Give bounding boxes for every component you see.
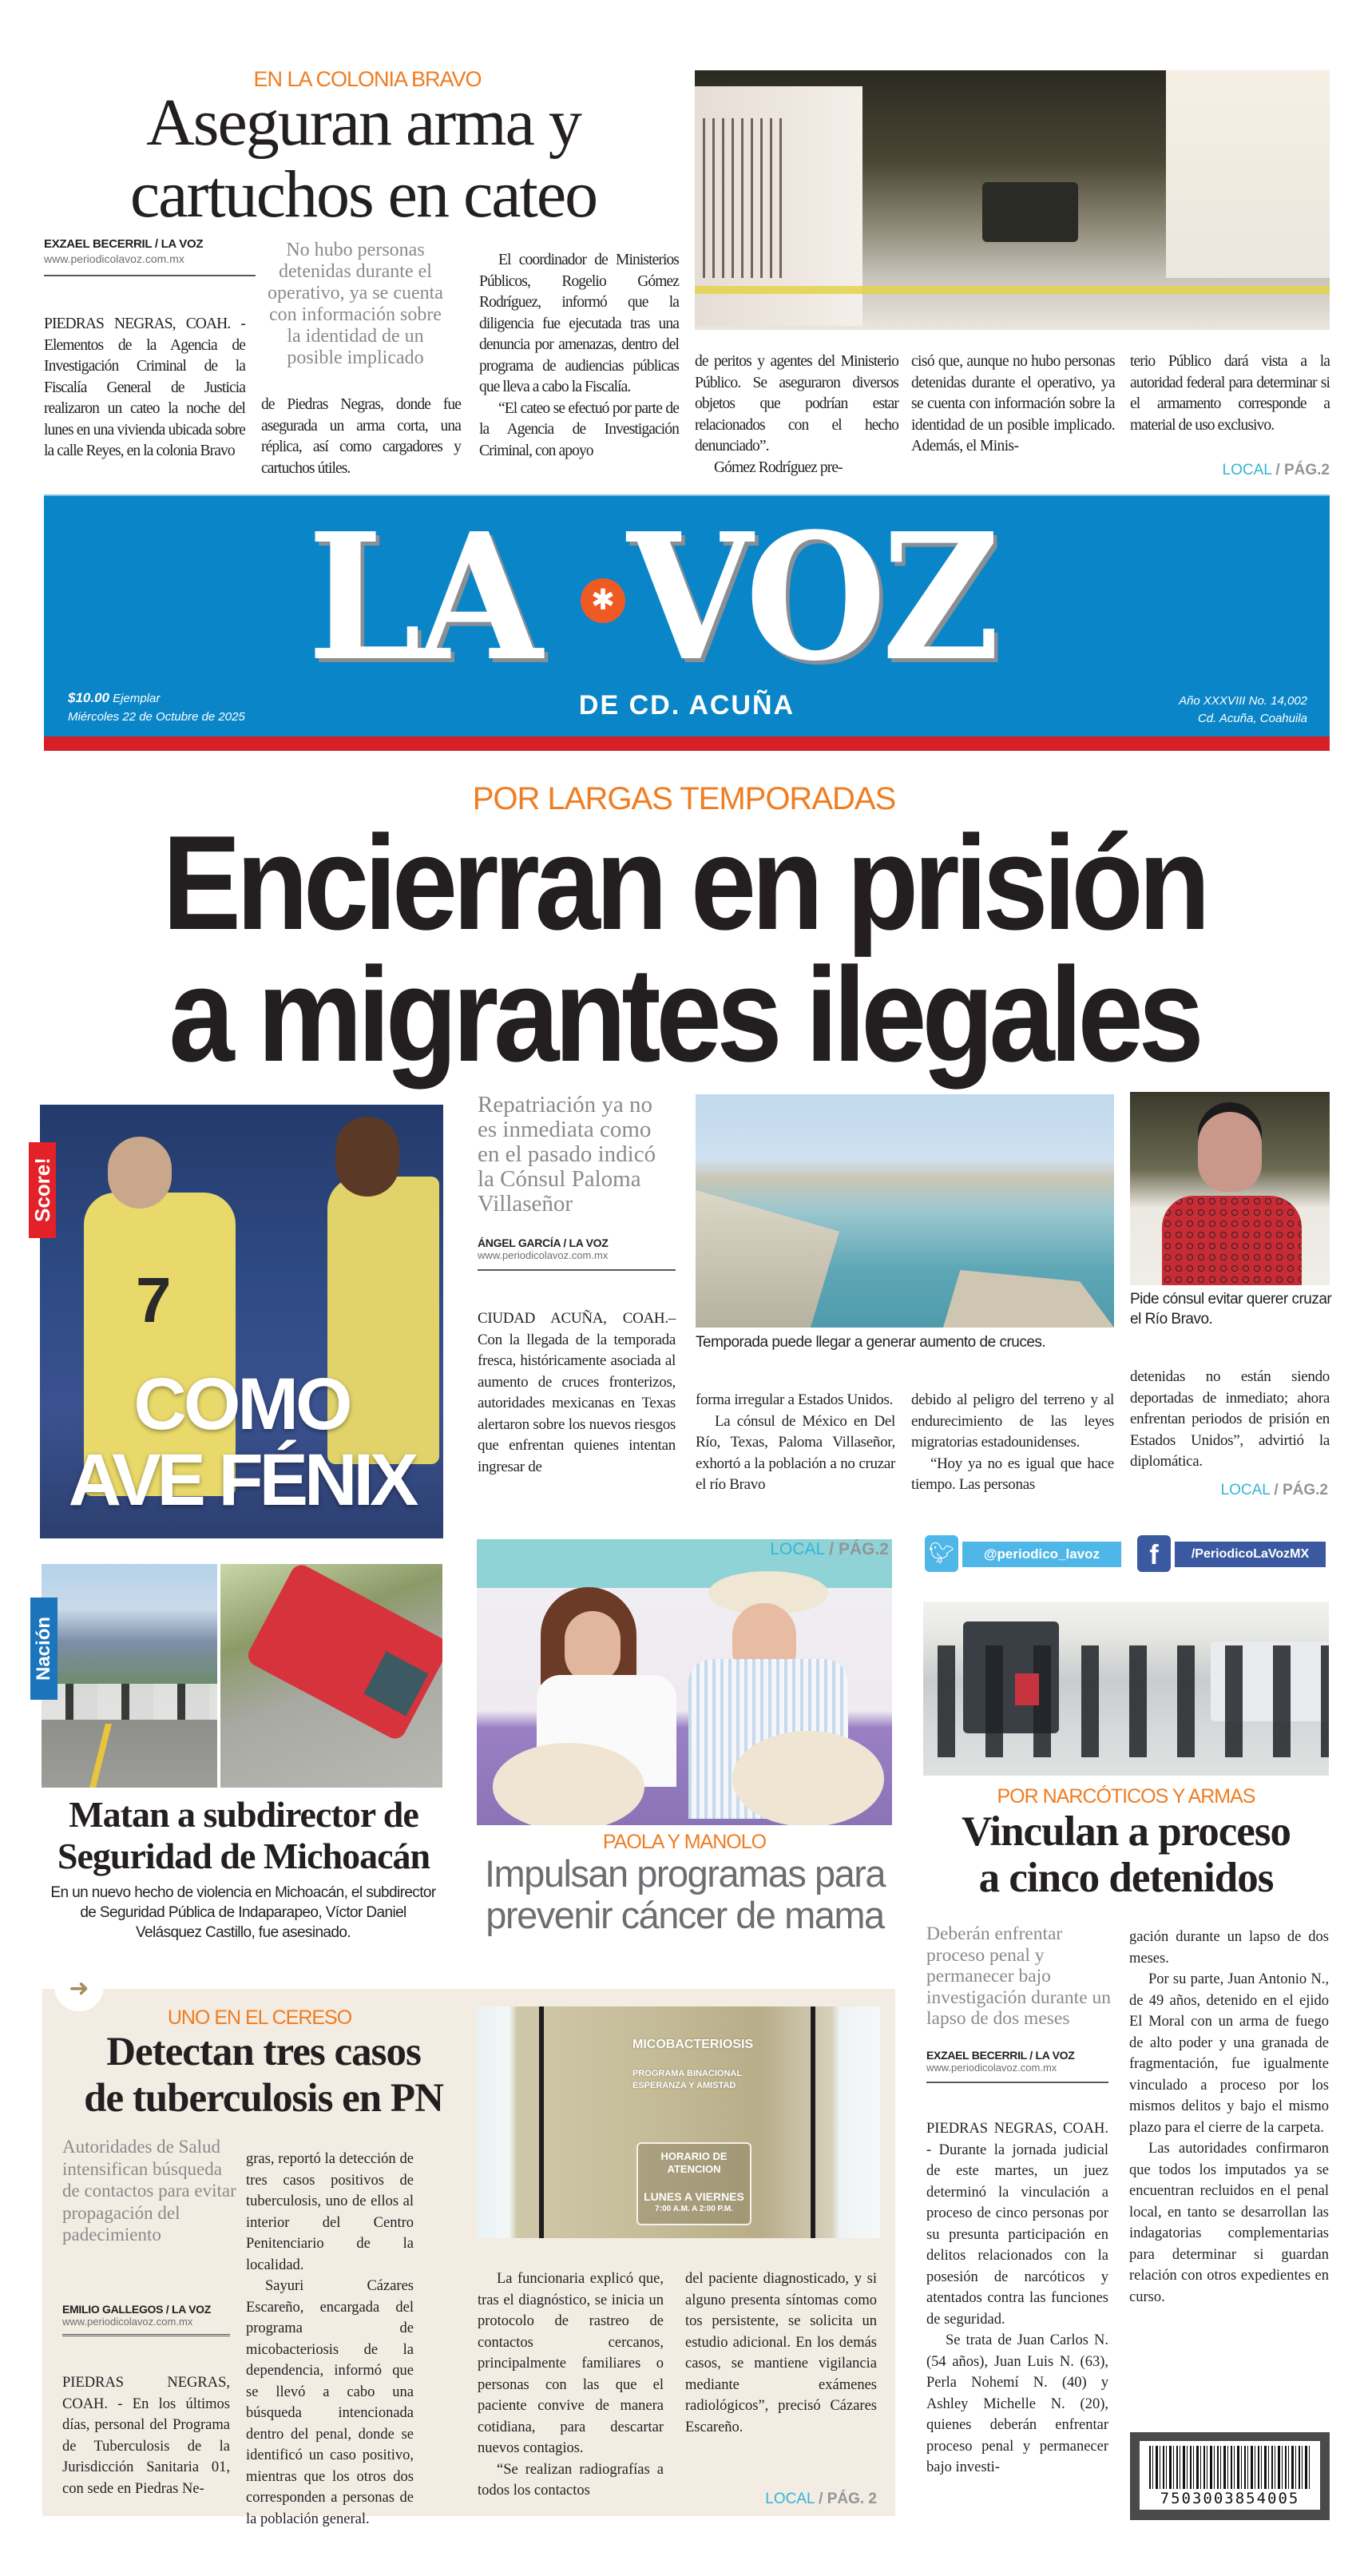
ref-page: / PÁG.2 [829, 1540, 889, 1558]
nacion-summary: En un nuevo hecho de violencia en Michoacán, el subdirector de Seguridad Pública de Indaparapeo, Víctor Daniel Velásquez Castillo, fue asesinado. [50, 1884, 436, 1941]
top-story-deck: No hubo personas detenidas durante el operativo, ya se cuenta con información sobre la identidad de un posible implicado [268, 240, 443, 368]
score-headline-line2: AVE FÉNIX [68, 1439, 415, 1521]
top-story-kicker: EN LA COLONIA BRAVO [253, 67, 482, 91]
paragraph: El coordinador de Ministerios Públicos, Rogelio Gómez Rodríguez, informó que la diligencia fue ejecutada tras una denuncia por amenazas, dentro del programa de audiencias públicas que lleva a cabo la Fiscalía. [479, 252, 679, 395]
twitter-badge[interactable] [925, 1535, 1121, 1572]
paragraph: Gómez Rodríguez pre- [714, 458, 843, 476]
paragraph: PIEDRAS NEGRAS, COAH. - Durante la jornada judicial de este martes, un juez determinó la vinculación a proceso de cinco personas por su presunta participación en delitos relacionados con la posesión de narcóticos y atentados contra las funciones de seguridad. [926, 2121, 1108, 2328]
sign-line: LUNES A VIERNES [644, 2190, 744, 2203]
tb-headline-line1[interactable]: Detectan tres casos [106, 2030, 421, 2074]
paragraph: La funcionaria explicó que, tras el diagnóstico, se inicia un protocolo de rastreo de contactos cercanos, principalmente familiares o personas con las que el paciente convive de manera cotidiana, para descartar nuevos contagios. [478, 2271, 664, 2456]
nacion-headline-line1[interactable]: Matan a subdirector de [69, 1794, 418, 1835]
twitter-icon: 🐦︎ [925, 1535, 958, 1572]
paragraph: La cónsul de México en Del Río, Texas, Paloma Villaseñor, exhortó a la población a no cruzar el río Bravo [696, 1412, 895, 1493]
website-link[interactable]: www.periodicolavoz.com.mx [926, 2062, 1057, 2074]
logo-la: LA [307, 495, 538, 700]
paragraph: de peritos y agentes del Ministerio Público. Se aseguraron diversos objetos que podrían estar relacionados con el hecho denunciado”. [695, 353, 898, 454]
divider [926, 2082, 1108, 2083]
issue-date: Miércoles 22 de Octubre de 2025 [68, 710, 245, 724]
divider [62, 2334, 230, 2336]
top-story-photo[interactable] [695, 70, 1330, 330]
barcode-bars [1149, 2446, 1311, 2489]
sign-line: 7:00 A.M. A 2:00 P.M. [655, 2205, 733, 2213]
tb-deck: Autoridades de Salud intensifican búsqueda de contactos para evitar propagación del padecimiento [62, 2137, 236, 2245]
clinic-hours-sign [636, 2142, 751, 2225]
logo[interactable] [307, 495, 1062, 700]
paola-headline-line2[interactable]: prevenir cáncer de mama [486, 1894, 884, 1936]
byline: EXZAEL BECERRIL / LA VOZ [44, 237, 204, 251]
main-story-headline-line2[interactable]: a migrantes ilegales [169, 939, 1199, 1090]
paragraph: “Se realizan radiografías a todos los contactos [478, 2461, 664, 2499]
ref-section: LOCAL [770, 1540, 825, 1558]
website-link[interactable]: www.periodicolavoz.com.mx [62, 2316, 193, 2328]
main-story-deck: Repatriación ya no es inmediata como en el pasado indicó la Cónsul Paloma Villaseñor [478, 1092, 656, 1217]
price: $10.00 [68, 690, 109, 705]
sign-line: ESPERANZA Y AMISTAD [632, 2081, 736, 2090]
tb-col2 [246, 2149, 414, 2530]
barcode-number: 7503003854005 [1160, 2490, 1300, 2507]
tb-clinic-photo[interactable] [477, 2006, 880, 2238]
top-story-headline-line1[interactable]: Aseguran arma y [146, 85, 581, 160]
tb-col4: del paciente diagnosticado, y si alguno presenta síntomas como tos persistente, se solicita un estudio adicional. En los demás casos, se mantiene vigilancia mediante exámenes radiológicos”, precisó Cázares Escareño. [685, 2271, 877, 2435]
paragraph: “El cateo se efectuó por parte de la Agencia de Investigación Criminal, con apoyo [479, 399, 679, 459]
consul-photo[interactable] [1130, 1092, 1330, 1285]
byline: EMILIO GALLEGOS / LA VOZ [62, 2303, 211, 2316]
ref-page: / PÁG.2 [1274, 1482, 1328, 1498]
byline: ÁNGEL GARCÍA / LA VOZ [478, 1236, 609, 1249]
barcode [1130, 2432, 1330, 2520]
divider [478, 1269, 676, 1271]
river-photo[interactable] [696, 1094, 1114, 1328]
top-story-col1: PIEDRAS NEGRAS, COAH. - Elementos de la Agencia de Investigación Criminal de la Fiscalía General de Justicia realizaron un cateo la noche del lunes en una vivienda ubicada sobre la calle Reyes, en la colonia Bravo [44, 316, 245, 459]
section-tab-score[interactable]: Score! [29, 1142, 56, 1238]
twitter-handle: @periodico_lavoz [962, 1542, 1121, 1567]
ref-section: LOCAL [1220, 1482, 1271, 1498]
facebook-handle: /PeriodicoLaVozMX [1175, 1542, 1326, 1567]
main-story-page-ref[interactable] [1174, 1482, 1328, 1499]
issue-location: Cd. Acuña, Coahuila [1197, 712, 1307, 725]
top-story-byline-block [44, 237, 256, 276]
paola-headline-line1[interactable]: Impulsan programas para [484, 1852, 886, 1895]
score-headline-line1: COMO [133, 1363, 350, 1445]
nacion-headline-line2[interactable]: Seguridad de Michoacán [57, 1836, 430, 1876]
tb-kicker: UNO EN EL CERESO [167, 2006, 352, 2029]
ref-section: LOCAL [1222, 462, 1272, 478]
top-story-col3 [479, 250, 679, 462]
ref-section: LOCAL [765, 2491, 815, 2507]
compass-star-icon: ✱ [581, 578, 625, 623]
tb-col3 [478, 2268, 664, 2502]
paola-page-ref[interactable] [719, 1540, 889, 1559]
top-story-col4 [695, 351, 898, 478]
paragraph: Se trata de Juan Carlos N. (54 años), Juan Luis N. (63), Perla Nohemí N. (40) y Ashley Michelle N. (20), quienes deberán enfrentar proceso penal y permanecer bajo investi- [926, 2332, 1108, 2475]
main-story-col3 [911, 1390, 1114, 1496]
vinculan-byline-block [926, 2049, 1108, 2083]
vinculan-photo[interactable] [923, 1602, 1329, 1776]
logo-voz: VOZ [627, 495, 996, 700]
paragraph: Por su parte, Juan Antonio N., de 49 años, detenido en el ejido El Moral con un arma de fuego de alto poder y una granada de fragmentación, fue igualmente vinculado a proceso por los mismos delitos y bajo el mismo plazo para el cierre de la carpeta. [1129, 1971, 1329, 2136]
top-story-col6: terio Público dará vista a la autoridad federal para determinar si el armamento corresponde a material de uso exclusivo. [1130, 353, 1330, 434]
main-story-col1: CIUDAD ACUÑA, COAH.– Con la llegada de la temporada fresca, históricamente asociada al aumento de cruces fronterizos, autoridades mexicanas en Texas alertaron sobre los nuevos riesgos que enfrentan quienes intentan ingresar de [478, 1310, 676, 1475]
price-line [68, 690, 160, 706]
divider [44, 275, 256, 276]
vinculan-col2 [1129, 1927, 1329, 2308]
paragraph: Sayuri Cázares Escareño, encargada del programa de micobacteriosis de la dependencia, informó que se llevó a cabo una búsqueda intencionada dentro del penal, donde se identificó un caso positivo, mientras que los otros dos corresponden a personas de la población general. [246, 2278, 414, 2527]
consul-caption: Pide cónsul evitar querer cruzar el Río Bravo. [1130, 1291, 1332, 1328]
main-story-col2 [696, 1390, 895, 1496]
paragraph: forma irregular a Estados Unidos. [696, 1391, 894, 1408]
vinculan-kicker: POR NARCÓTICOS Y ARMAS [997, 1785, 1255, 1808]
vinculan-headline-line1[interactable]: Vinculan a proceso [962, 1808, 1291, 1855]
masthead-subtitle: DE CD. ACUÑA [578, 690, 795, 720]
masthead [44, 494, 1330, 738]
section-tab-nacion[interactable]: Nación [30, 1598, 57, 1700]
website-link[interactable]: www.periodicolavoz.com.mx [44, 252, 184, 265]
issue-number: Año XXXVIII No. 14,002 [1179, 694, 1307, 708]
byline: EXZAEL BECERRIL / LA VOZ [926, 2049, 1075, 2062]
main-story-col4: detenidas no están siendo deportadas de inmediato; ahora enfrentan periodos de prisión en Estados Unidos”, advirtió la diplomática. [1130, 1368, 1330, 1470]
paragraph: “Hoy ya no es igual que hace tiempo. Las personas [911, 1455, 1114, 1493]
price-label: Ejemplar [113, 692, 161, 705]
tb-byline-block [62, 2303, 230, 2336]
paragraph: gación durante un lapso de dos meses. [1129, 1929, 1329, 1967]
top-story-col5: cisó que, aunque no hubo personas detenidas durante el operativo, ya se cuenta con información sobre la identidad de un posible implicado. Además, el Minis- [911, 353, 1115, 454]
sign-line: MICOBACTERIOSIS [632, 2038, 754, 2051]
main-story-headline-line1[interactable]: Encierran en prisión [162, 808, 1206, 958]
vinculan-col1 [926, 2118, 1108, 2479]
score-promo-photo[interactable]: 7 COMO AVE FÉNIX [40, 1105, 443, 1538]
top-story-col2: de Piedras Negras, donde fue asegurada un arma corta, una réplica, así como cargadores y cartuchos útiles. [261, 396, 461, 477]
masthead-red-bar [44, 736, 1330, 751]
vinculan-headline-line2[interactable]: a cinco detenidos [978, 1855, 1274, 1901]
arrow-right-icon: ➜ [54, 1973, 104, 2011]
top-story-headline-line2[interactable]: cartuchos en cateo [129, 157, 597, 232]
main-story-kicker: POR LARGAS TEMPORADAS [472, 781, 896, 816]
sign-line: HORARIO DE ATENCION [660, 2150, 728, 2175]
facebook-badge[interactable] [1137, 1535, 1330, 1572]
paola-photo[interactable] [477, 1539, 892, 1825]
nacion-photo-car[interactable] [220, 1564, 442, 1788]
facebook-icon: f [1137, 1535, 1171, 1572]
top-story-page-ref[interactable] [1174, 462, 1330, 479]
clinic-sign-text [632, 2038, 760, 2124]
website-link[interactable]: www.periodicolavoz.com.mx [478, 1249, 609, 1261]
vinculan-deck: Deberán enfrentar proceso penal y permanecer bajo investigación durante un lapso de dos meses [926, 1923, 1112, 2029]
main-story-byline-block [478, 1236, 676, 1271]
sign-line: PROGRAMA BINACIONAL [632, 2069, 743, 2078]
paragraph: gras, reportó la detección de tres casos positivos de tuberculosis, uno de ellos al interior del Centro Penitenciario de la localidad. [246, 2151, 414, 2273]
tb-col1: PIEDRAS NEGRAS, COAH. - En los últimos días, personal del Programa de Tuberculosis de la Jurisdicción Sanitaria 01, con sede en Piedras Ne- [62, 2375, 230, 2497]
river-caption: Temporada puede llegar a generar aumento de cruces. [696, 1334, 1046, 1351]
paragraph: Las autoridades confirmaron que todos los imputados ya se encuentran recluidos en el penal local, en tanto se desarrollan las indagatorias complementarias para determinar si guardan relación con otros expedientes en curso. [1129, 2141, 1329, 2305]
tb-page-ref[interactable] [719, 2491, 877, 2508]
tb-headline-line2[interactable]: de tuberculosis en PN [84, 2076, 443, 2121]
ref-page: / PÁG.2 [1275, 462, 1330, 478]
ref-page: / PÁG. 2 [819, 2491, 877, 2507]
nacion-photo-road[interactable] [42, 1564, 217, 1788]
paragraph: debido al peligro del terreno y al endurecimiento de las leyes migratorias estadounidenses. [911, 1391, 1114, 1451]
paola-kicker: PAOLA Y MANOLO [602, 1831, 767, 1853]
